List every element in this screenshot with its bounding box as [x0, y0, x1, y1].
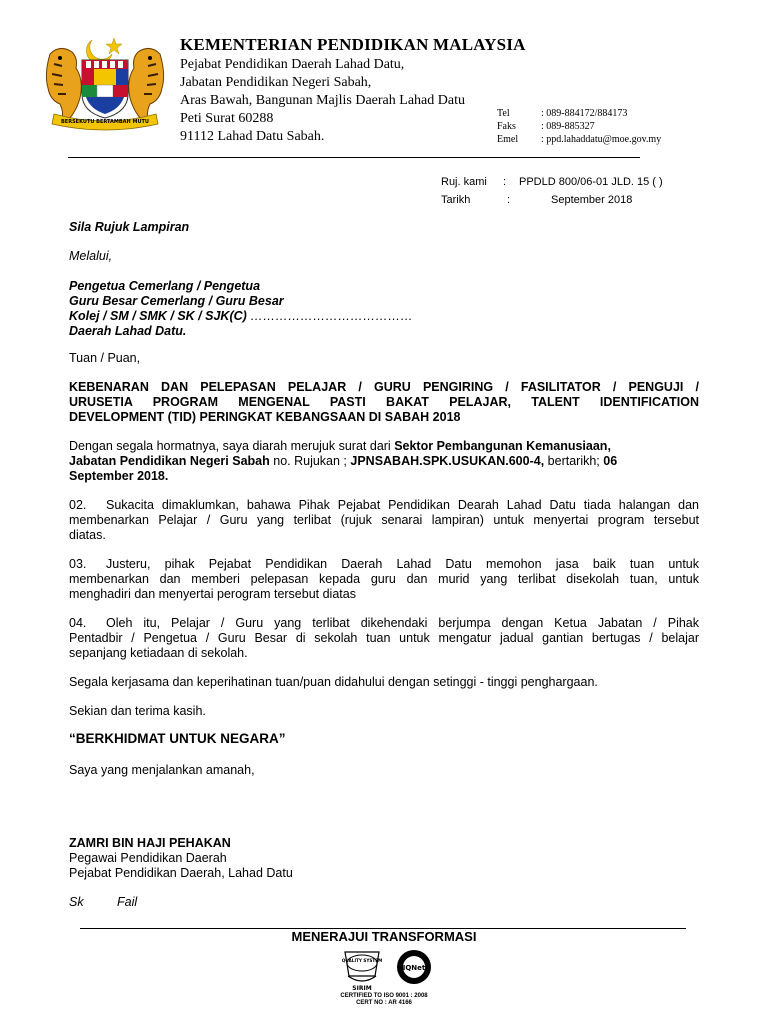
ruj-separator: :: [503, 176, 507, 188]
melalui: Melalui,: [69, 249, 113, 263]
ruj-value: PPDLD 800/06-01 JLD. 15 ( ): [519, 176, 663, 188]
reference-ruj: [441, 176, 741, 190]
signatory-name: ZAMRI BIN HAJI PEHAKAN: [69, 836, 231, 850]
tarikh-separator: :: [507, 194, 511, 206]
contact-tel-label: Tel: [497, 108, 510, 119]
cc-sk: Sk: [69, 895, 84, 909]
subject-line-1: KEBENARAN DAN PELEPASAN PELAJAR / GURU PENGIRING / FASILITATOR / PENGUJI /: [69, 380, 699, 394]
paragraph-04-line-2: Pentadbir / Pengetua / Guru Besar di sekolah tuan untuk mengatur jadual gantian bertugas / belajar: [69, 631, 699, 645]
sila-rujuk: Sila Rujuk Lampiran: [69, 220, 190, 234]
subject-line-3: DEVELOPMENT (TID) PERINGKAT KEBANGSAAN DI SABAH 2018: [69, 410, 461, 424]
header-divider: [68, 157, 640, 158]
certification-logos-icon: [340, 946, 440, 994]
sirim-quality-icon: [342, 952, 383, 992]
cert-line-2: CERT NO : AR 4166: [356, 1000, 412, 1006]
paragraph-02-text-1: Sukacita dimaklumkan, bahawa Pihak Pejabat Pendidikan Dearah Lahad Datu tiada halangan dan: [106, 498, 699, 512]
contact-tel-value: : 089-884172/884173: [541, 108, 628, 119]
recipient-school-dots: …………………………………: [246, 309, 413, 323]
ministry-name: KEMENTERIAN PENDIDIKAN MALAYSIA: [180, 35, 526, 54]
paragraph-03-line-2: membenarkan dan memberi pelepasan kepada guru dan murid yang terlibat disekolah tuan, untuk: [69, 572, 699, 586]
address-line-5: 91112 Lahad Datu Sabah.: [180, 129, 325, 144]
tarikh-label: Tarikh: [441, 194, 471, 206]
p1-text-a: Dengan segala hormatnya, saya diarah merujuk surat dari: [69, 439, 395, 453]
quality-system-label: QUALITY SYSTEM: [341, 958, 383, 963]
cert-line-1: CERTIFIED TO ISO 9001 : 2008: [340, 993, 428, 999]
contact-email-label: Emel: [497, 134, 519, 145]
paragraph-1-line-3: September 2018.: [69, 469, 169, 483]
recipient-line-2: Guru Besar Cemerlang / Guru Besar: [69, 294, 284, 308]
contact-tel: [497, 108, 627, 120]
p1-bold-d: 06: [603, 454, 618, 468]
cc-fail: Fail: [117, 895, 138, 909]
address-line-4: Peti Surat 60288: [180, 111, 274, 126]
signatory-office: Pejabat Pendidikan Daerah, Lahad Datu: [69, 866, 293, 880]
subject-line-2: URUSETIA PROGRAM MENGENAL PASTI BAKAT PELAJAR, TALENT IDENTIFICATION: [69, 395, 699, 409]
reference-tarikh: [441, 194, 741, 208]
salutation: Tuan / Puan,: [69, 351, 141, 365]
address-line-3: Aras Bawah, Bangunan Majlis Daerah Lahad Datu: [180, 93, 465, 108]
paragraph-1-line-1: [69, 439, 709, 454]
paragraph-03-number: 03.: [69, 557, 87, 571]
paragraph-02-line-1: [69, 498, 699, 513]
contact-fax-label: Faks: [497, 121, 516, 132]
p1-bold-a: Sektor Pembangunan Kemanusiaan,: [394, 439, 611, 453]
crest-motto: BERSEKUTU BERTAMBAH MUTU: [61, 119, 149, 125]
paragraph-03-line-3: menghadiri dan menyertai perogram tersebut diatas: [69, 587, 356, 601]
paragraph-04-text-1: Oleh itu, Pelajar / Guru yang terlibat dikehendaki berjumpa dengan Ketua Jabatan / Pihak: [106, 616, 699, 630]
recipient-school-types: Kolej / SM / SMK / SK / SJK(C): [69, 309, 247, 323]
closing-thanks: Segala kerjasama dan keperihatinan tuan/puan didahului dengan setinggi - tinggi penghargaan.: [69, 675, 598, 689]
tarikh-value: September 2018: [551, 194, 633, 206]
ruj-label: Ruj. kami: [441, 176, 487, 188]
signatory-title: Pegawai Pendidikan Daerah: [69, 851, 227, 865]
malaysia-coat-of-arms-icon: [40, 34, 170, 132]
paragraph-04-number: 04.: [69, 616, 87, 630]
p1-bold-b: Jabatan Pendidikan Negeri Sabah: [69, 454, 270, 468]
paragraph-02-line-3: diatas.: [69, 528, 106, 542]
paragraph-04-line-3: sepanjang ketiadaan di sekolah.: [69, 646, 248, 660]
sirim-label: SIRIM: [352, 985, 372, 992]
recipient-line-4: Daerah Lahad Datu.: [69, 324, 187, 338]
closing-sekian: Sekian dan terima kasih.: [69, 704, 206, 718]
contact-email-value: : ppd.lahaddatu@moe.gov.my: [541, 134, 662, 145]
contact-fax-value: : 089-885327: [541, 121, 595, 132]
address-line-2: Jabatan Pendidikan Negeri Sabah,: [180, 75, 372, 90]
recipient-line-3: [69, 309, 413, 324]
paragraph-02-number: 02.: [69, 498, 87, 512]
paragraph-04-line-1: [69, 616, 699, 631]
p1-text-c: bertarikh;: [544, 454, 604, 468]
footer-title: MENERAJUI TRANSFORMASI: [291, 929, 477, 944]
motto: “BERKHIDMAT UNTUK NEGARA”: [69, 731, 286, 746]
paragraph-02-line-2: membenarkan Pelajar / Guru yang terlibat (rujuk senarai lampiran) untuk menyertai program tersebut: [69, 513, 699, 527]
contact-fax: [497, 121, 595, 133]
p1-bold-c: JPNSABAH.SPK.USUKAN.600-4,: [350, 454, 545, 468]
certification-text: [300, 993, 468, 1007]
paragraph-03-line-1: [69, 557, 699, 572]
closing-amanah: Saya yang menjalankan amanah,: [69, 763, 255, 777]
contact-email: [497, 134, 661, 146]
paragraph-03-text-1: Justeru, pihak Pejabat Pendidikan Daerah Lahad Datu memohon jasa baik tuan untuk: [106, 557, 699, 571]
iqnet-label: IQNet: [402, 964, 426, 972]
address-line-1: Pejabat Pendidikan Daerah Lahad Datu,: [180, 57, 405, 72]
paragraph-1-line-2: [69, 454, 709, 469]
recipient-line-1: Pengetua Cemerlang / Pengetua: [69, 279, 261, 293]
iqnet-icon: [397, 950, 431, 984]
p1-text-b: no. Rujukan ;: [269, 454, 351, 468]
